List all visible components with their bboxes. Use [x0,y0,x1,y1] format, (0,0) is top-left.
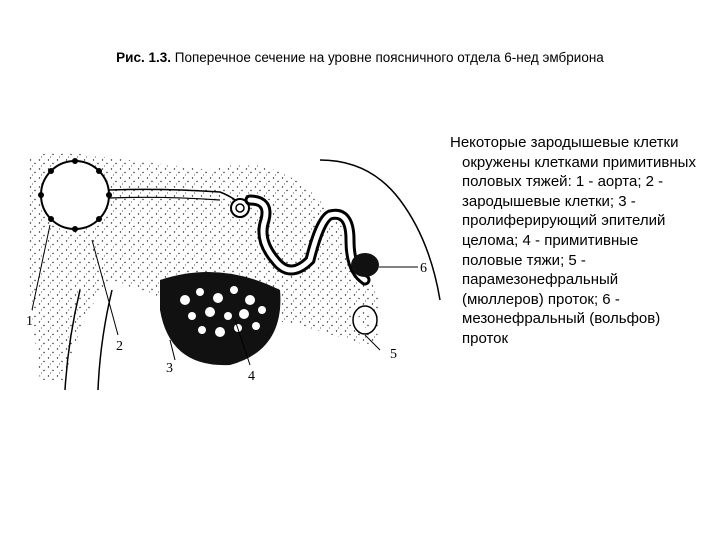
embryo-cross-section-svg [20,140,450,400]
gonad-epithelium [160,272,280,365]
embryo-cross-section-figure [20,140,450,400]
callout-5: 5 [390,347,397,362]
callout-2: 2 [116,339,123,354]
figure-caption-label: Рис. 1.3. [116,50,172,65]
callout-6: 6 [420,261,427,276]
figure-description: Некоторые зародышевые клетки окружены клетками примитивных половых тяжей: 1 - аорта; 2 - зародышевые клетки; 3 - пролиферирующий эпителий целома; 4 - примитивные половые тяжи; 5 - парамезонефральный (мюллеров) проток; 6 - мезонефральный (вольфов) проток [450,134,696,347]
callout-1: 1 [26,314,33,329]
mesonephric-duct [351,253,379,277]
callout-3: 3 [166,361,173,376]
figure-caption [0,50,720,65]
callout-4: 4 [248,369,255,384]
figure-caption-text: Поперечное сечение на уровне поясничного отдела 6-нед эмбриона [174,50,604,65]
